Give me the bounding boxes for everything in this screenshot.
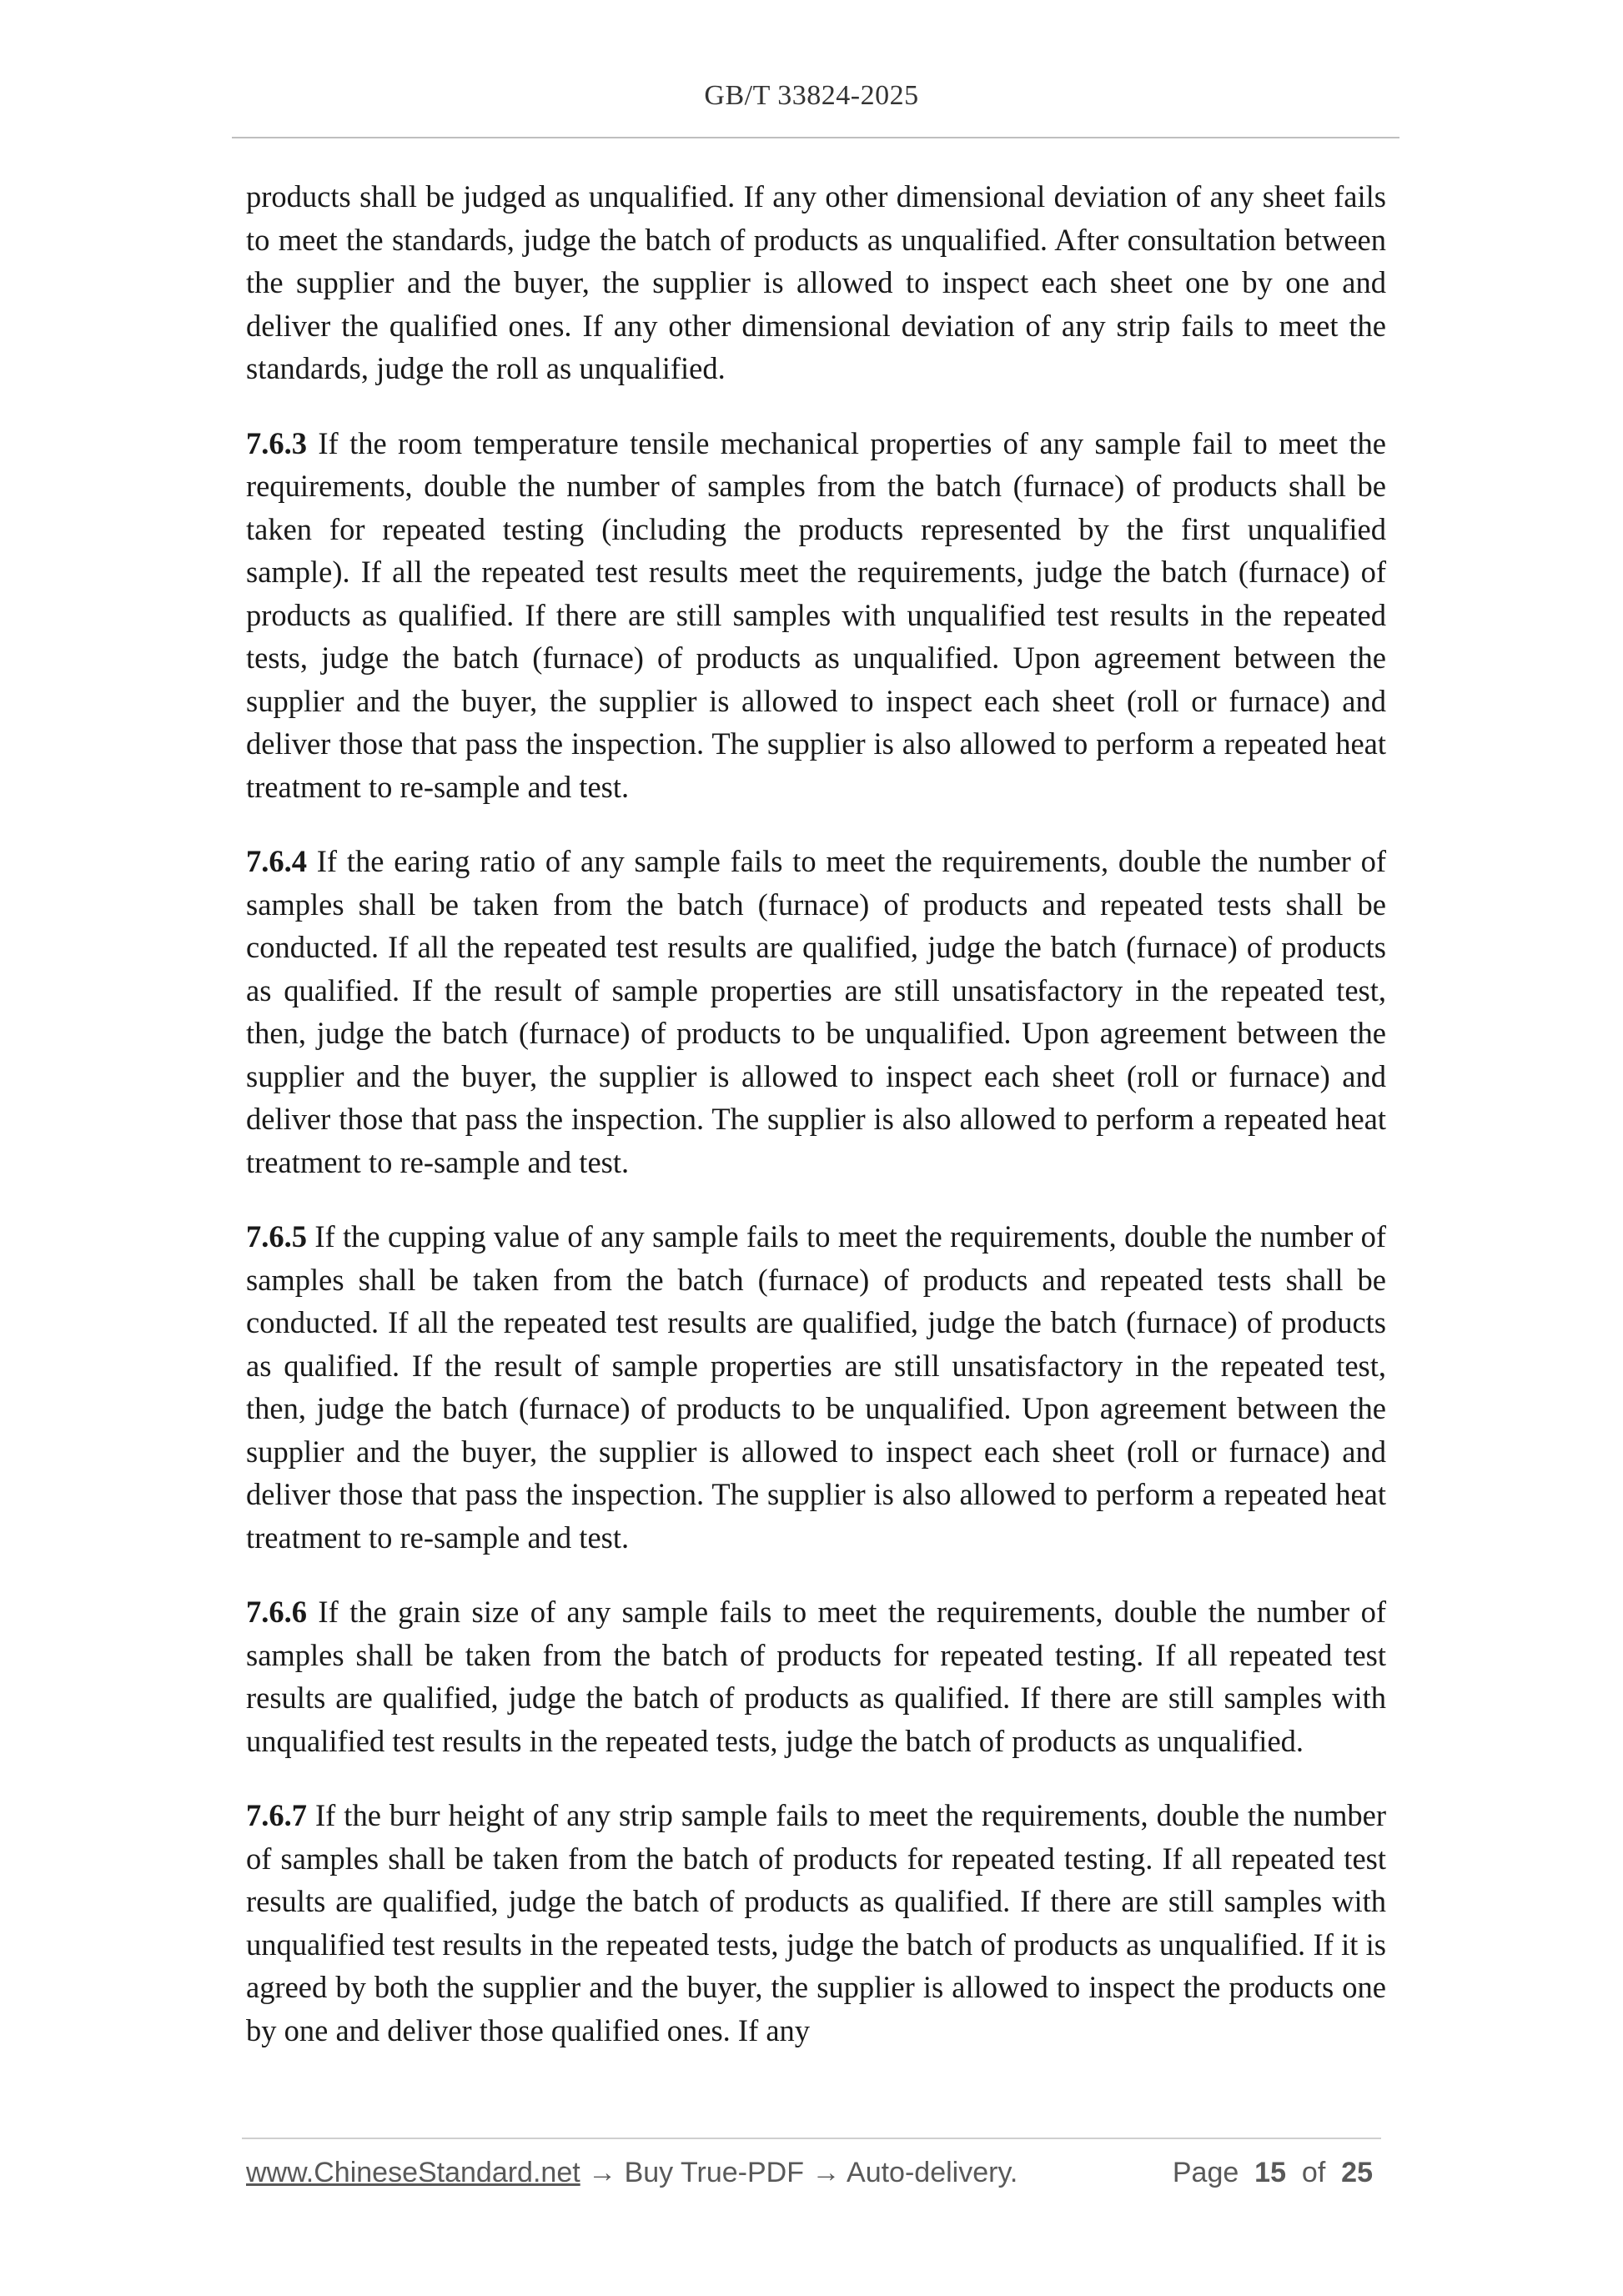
page-footer	[246, 2157, 1384, 2198]
site-link[interactable]: www.ChineseStandard.net	[246, 2157, 580, 2188]
page-current: 15	[1254, 2157, 1286, 2188]
header-divider	[232, 137, 1399, 138]
page-number	[1173, 2157, 1373, 2189]
paragraph-7-6-6	[246, 1590, 1386, 1762]
arrow-right-icon: →	[812, 2157, 841, 2188]
footer-promo	[246, 2157, 1018, 2189]
body-text	[246, 175, 1386, 2083]
footer-divider	[242, 2138, 1381, 2139]
paragraph-text: If the room temperature tensile mechanical properties of any sample fail to meet the requirements, double the number of samples from the batch (furnace) of products shall be taken for repeated testing (including the products represented by the first unqualified sample). If all the repeated test results meet the requirements, judge the batch (furnace) of products as qualified. If there are still samples with unqualified test results in the repeated tests, judge the batch (furnace) of products as unqualified. Upon agreement between the supplier and the buyer, the supplier is allowed to inspect each sheet (roll or furnace) and deliver those that pass the inspection. The supplier is also allowed to perform a repeated heat treatment to re-sample and test.	[246, 425, 1386, 804]
delivery-text: Auto-delivery.	[847, 2157, 1018, 2188]
page-of: of	[1301, 2157, 1326, 2188]
paragraph-7-6-3	[246, 422, 1386, 809]
document-header	[0, 80, 1623, 112]
section-number: 7.6.7	[246, 1798, 307, 1832]
section-number: 7.6.3	[246, 425, 307, 460]
section-number: 7.6.6	[246, 1595, 307, 1629]
paragraph-text: If the grain size of any sample fails to meet the requirements, double the number of samples shall be taken from the batch of products for repeated testing. If all repeated test results are qualified, judge the batch of products as qualified. If there are still samples with unqualified test results in the repeated tests, judge the batch of products as unqualified.	[246, 1595, 1387, 1758]
paragraph-7-6-7	[246, 1794, 1386, 2052]
paragraph-text: If the cupping value of any sample fails to meet the requirements, double the number of samples shall be taken from the batch (furnace) of products and repeated tests shall be conducted. If all the repeated test results are qualified, judge the batch (furnace) of products as qualified. If the result of sample properties are still unsatisfactory in the repeated test, then, judge the batch (furnace) of products to be unqualified. Upon agreement between the supplier and the buyer, the supplier is allowed to inspect each sheet (roll or furnace) and deliver those that pass the inspection. The supplier is also allowed to perform a repeated heat treatment to re-sample and test.	[246, 1219, 1386, 1555]
section-number: 7.6.5	[246, 1219, 307, 1254]
paragraph-text: If the burr height of any strip sample fails to meet the requirements, double the number of samples shall be taken from the batch of products for repeated testing. If all repeated test results are qualified, judge the batch of products as qualified. If there are still samples with unqualified test results in the repeated tests, judge the batch of products as unqualified. If it is agreed by both the supplier and the buyer, the supplier is allowed to inspect the products one by one and deliver those qualified ones. If any	[246, 1798, 1386, 2047]
paragraph-text: If the earing ratio of any sample fails to meet the requirements, double the number of samples shall be taken from the batch (furnace) of products and repeated tests shall be conducted. If all the repeated test results are qualified, judge the batch (furnace) of products as qualified. If the result of sample properties are still unsatisfactory in the repeated test, then, judge the batch (furnace) of products to be unqualified. Upon agreement between the supplier and the buyer, the supplier is allowed to inspect each sheet (roll or furnace) and deliver those that pass the inspection. The supplier is also allowed to perform a repeated heat treatment to re-sample and test.	[246, 844, 1387, 1179]
doc-id: GB/T 33824-2025	[704, 80, 919, 111]
buy-text: Buy True-PDF	[624, 2157, 804, 2188]
paragraph-7-6-5	[246, 1215, 1386, 1559]
paragraph-text: products shall be judged as unqualified. If any other dimensional deviation of any sheet fails to meet the standards, judge the batch of products as unqualified. After consultation between the supplier and the buyer, the supplier is allowed to inspect each sheet one by one and deliver the qualified ones. If any other dimensional deviation of any strip fails to meet the standards, judge the roll as unqualified.	[246, 179, 1386, 385]
section-number: 7.6.4	[246, 844, 307, 878]
page-label: Page	[1172, 2157, 1239, 2188]
paragraph-7-6-4	[246, 840, 1386, 1183]
paragraph	[246, 175, 1386, 390]
page-total: 25	[1341, 2157, 1373, 2188]
arrow-right-icon: →	[588, 2157, 617, 2188]
